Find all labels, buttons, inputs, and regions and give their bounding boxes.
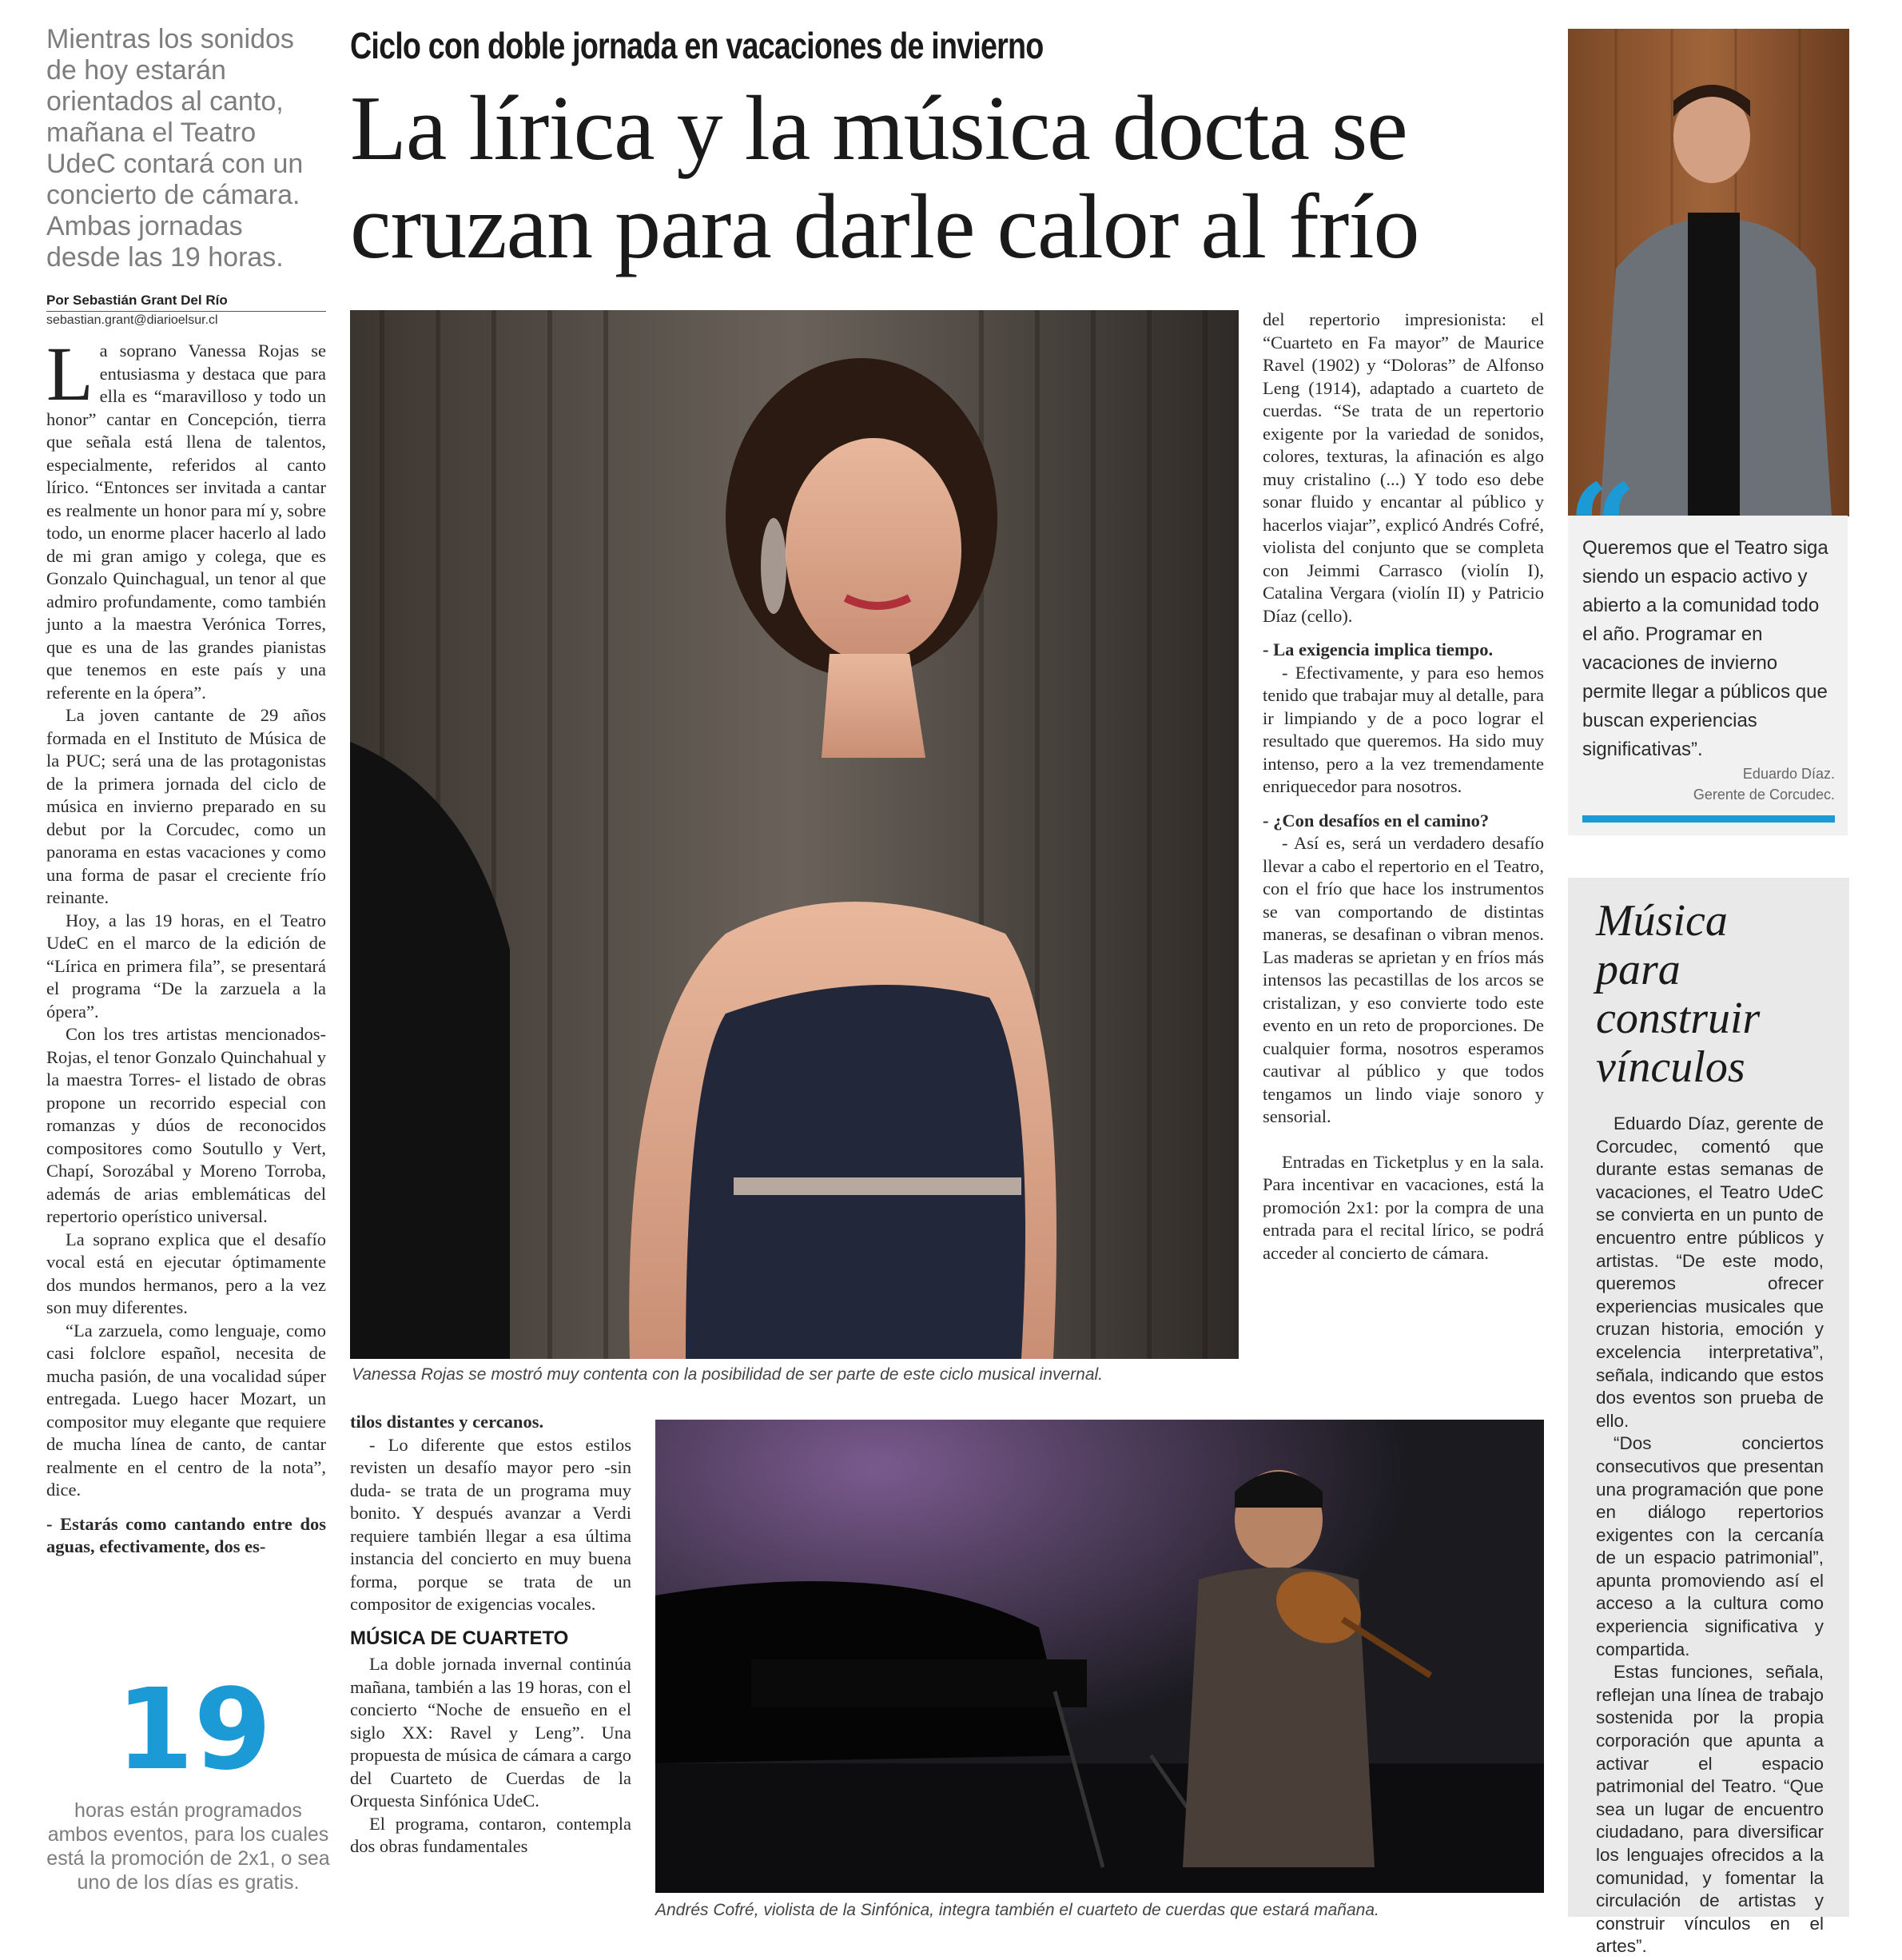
byline: Por Sebastián Grant Del Río (46, 293, 326, 312)
violist-illustration (655, 1420, 1544, 1893)
author-email[interactable]: sebastian.grant@diarioelsur.cl (46, 313, 218, 327)
col1-paragraph: “La zarzuela, como lenguaje, como casi folclore español, necesita de mucha pasión, de una vocalidad súper entregada. Luego hacer Mozart, un compositor muy elegante que requiere de mucha línea de canto, de cantar realmente en el centro de la nota”, dice. (46, 1320, 326, 1500)
sidebar-paragraph: Eduardo Díaz, gerente de Corcudec, comentó que durante estas semanas de vacaciones, el Teatro UdeC se convierta en un punto de encuentro entre públicos y artistas. “De este modo, queremos ofrecer experiencias musicales que cruzan historia, emoción y excelencia interpretativa”, señala, indicando que estos dos eventos son prueba de ello. (1596, 1113, 1824, 1431)
interview-question: - Estarás como cantando entre dos aguas, efectivamente, dos es- (46, 1513, 326, 1556)
section-subhead: MÚSICA DE CUARTETO (350, 1627, 569, 1649)
col1-paragraph: La joven cantante de 29 años formada en el Instituto de Música de la PUC; será una de las protagonistas de la primera jornada del ciclo de música en invierno preparado en su debut por la Corcudec, como un panorama en estas vacaciones y como una forma de pasar el creciente frío reinante. (46, 705, 326, 907)
col3-paragraph: del repertorio impresionista: el “Cuarteto en Fa mayor” de Maurice Ravel (1902) y “Doloras” de Alfonso Leng (1914), adaptado a cuarteto de cuerdas. “Se trata de un repertorio exigente por la variedad de sonidos, colores, texturas, la afinación es algo muy cristalino (...) Y todo eso debe sonar fluido y encantar al público y hacerlos viajar”, explicó Andrés Cofré, violista del conjunto que se completa con Jeimmi Carrasco (violín I), Catalina Vergara (violín II) y Patricio Díaz (cello). (1263, 309, 1544, 626)
col1-paragraph: a soprano Vanessa Rojas se entusiasma y destaca que para ella es “maravilloso y todo un honor” cantar en Concepción, tierra que señala está llena de talentos, especialmente, referidos al canto lírico. “Entonces ser invitada a cantar es realmente un honor para mí y, sobre todo, un enorme placer hacerlo al lado de mi gran amigo y colega, que es Gonzalo Quinchagual, un tenor al que admiro profundamente, como también junto a la maestra Verónica Torres, que es una de las grandes pianistas que tenemos en este país y una referente en la ópera”. (46, 341, 326, 703)
quote-author: Eduardo Díaz. (1742, 766, 1835, 782)
col2-paragraph: La doble jornada invernal continúa mañana, también a las 19 horas, con el concierto “Noche de ensueño en el siglo XX: Ravel y Leng”. Una propuesta de música de cámara a cargo del Cuarteto de Cuerdas de la Orquesta Sinfónica UdeC. (350, 1654, 631, 1811)
photo-soprano (350, 310, 1239, 1359)
column-3 (1263, 309, 1544, 1265)
drop-cap: L (46, 331, 94, 416)
sidebar-title: Música para construir vínculos (1596, 896, 1761, 1092)
interview-question: - La exigencia implica tiempo. (1263, 639, 1494, 659)
portrait-illustration (1568, 29, 1849, 516)
headline: La lírica y la música docta se cruzan para darle calor al frío (350, 78, 1419, 278)
quote-role: Gerente de Corcudec. (1693, 787, 1835, 803)
sidebar-paragraph: “Dos conciertos consecutivos que presentan una programación que pone en diálogo repertorios exigentes con la cercanía de un espacio patrimonial”, apunta promoviendo así el acceso a la cultura como experiencia significativa y compartida. (1596, 1433, 1824, 1659)
col2-paragraph: - Lo diferente que estos estilos revisten un desafío mayor pero -sin duda- se trata de un programa muy bonito. Y después avanzar a Verdi requiere también llegar a esa última instancia del concierto en muy buena forma, porque se trata de un compositor de exigencias vocales. (350, 1434, 631, 1614)
stat-text: horas están programados ambos eventos, para los cuales está la promoción de 2x1, o sea uno de los días es gratis. (46, 1799, 330, 1894)
column-2 (350, 1411, 631, 1858)
col2-paragraph: El programa, contaron, contempla dos obras fundamentales (350, 1813, 631, 1856)
photo-portrait (1568, 29, 1849, 516)
col1-paragraph: La soprano explica que el desafío vocal está en ejecutar óptimamente dos mundos hermanos, pero a la vez son muy diferentes. (46, 1229, 326, 1317)
col3-paragraph: - Así es, será un verdadero desafío llevar a cabo el repertorio en el Teatro, con el frío que hace los instrumentos se van comportando de distintas maneras, se desafinan o vibran menos. Las maderas se aprietan y en fríos más intensos las pecastillas de los arcos se cristalizan, y eso convierte todo este evento en un reto de proporciones. De cualquier forma, nosotros esperamos cautivar al público y que todos tengamos un lindo viaje sonoro y sensorial. (1263, 833, 1544, 1126)
quote-text: Queremos que el Teatro siga siendo un espacio activo y abierto a la comunidad todo el año. Programar en vacaciones de invierno permite llegar a públicos que buscan experiencias significativas”. (1582, 537, 1828, 760)
col1-paragraph: Hoy, a las 19 horas, en el Teatro UdeC en el marco de la edición de “Lírica en primera fila”, se presentará el programa “De la zarzuela a la ópera”. (46, 910, 326, 1022)
quote-attribution (1574, 763, 1835, 805)
sidebar-text (1596, 1113, 1824, 1958)
kicker: Ciclo con doble jornada en vacaciones de invierno (350, 25, 1044, 66)
quote-mark-icon: “ (1568, 458, 1637, 599)
quote-divider (1582, 815, 1835, 823)
soprano-illustration (350, 310, 1239, 1359)
stat-number: 19 (116, 1665, 272, 1795)
col3-paragraph: - Efectivamente, y para eso hemos tenido que trabajar muy al detalle, para ir limpiando y de a poco lograr el resultado que queremos. Ha sido muy intenso, pero a la vez tremendamente enriquecedor para nosotros. (1263, 662, 1544, 796)
col1-paragraph: Con los tres artistas mencionados-Rojas, el tenor Gonzalo Quinchahual y la maestra Torres- el listado de obras propone un recorrido especial con romanzas y dúos de reconocidos compositores como Soutullo y Vert, Chapí, Sorozábal y Moreno Torroba, además de arias emblemáticas del repertorio operístico universal. (46, 1024, 326, 1226)
col3-paragraph: Entradas en Ticketplus y en la sala. Para incentivar en vacaciones, está la promoción 2x1: por la compra de una entrada para el recital lírico, se podrá acceder al concierto de cámara. (1263, 1151, 1544, 1263)
interview-question-cont: tilos distantes y cercanos. (350, 1412, 544, 1432)
intro-summary: Mientras los sonidos de hoy estarán orientados al canto, mañana el Teatro UdeC contará con un concierto de cámara. Ambas jornadas desde las 19 horas. (46, 24, 304, 273)
column-1 (46, 331, 326, 1559)
photo-violist (655, 1420, 1544, 1893)
interview-question: - ¿Con desafíos en el camino? (1263, 810, 1490, 831)
photo-caption: Andrés Cofré, violista de la Sinfónica, integra también el cuarteto de cuerdas que estará mañana. (655, 1901, 1379, 1919)
sidebar-paragraph: Estas funciones, señala, reflejan una línea de trabajo sostenida por la propia corporación que apunta a activar el espacio patrimonial del Teatro. “Que sea un lugar de encuentro ciudadano, para diversificar los lenguajes ofrecidos a la comunidad, y fomentar la circulación de artistas y construir vínculos en el artes”. (1596, 1662, 1824, 1957)
photo-caption: Vanessa Rojas se mostró muy contenta con la posibilidad de ser parte de este ciclo musical invernal. (352, 1365, 1104, 1384)
